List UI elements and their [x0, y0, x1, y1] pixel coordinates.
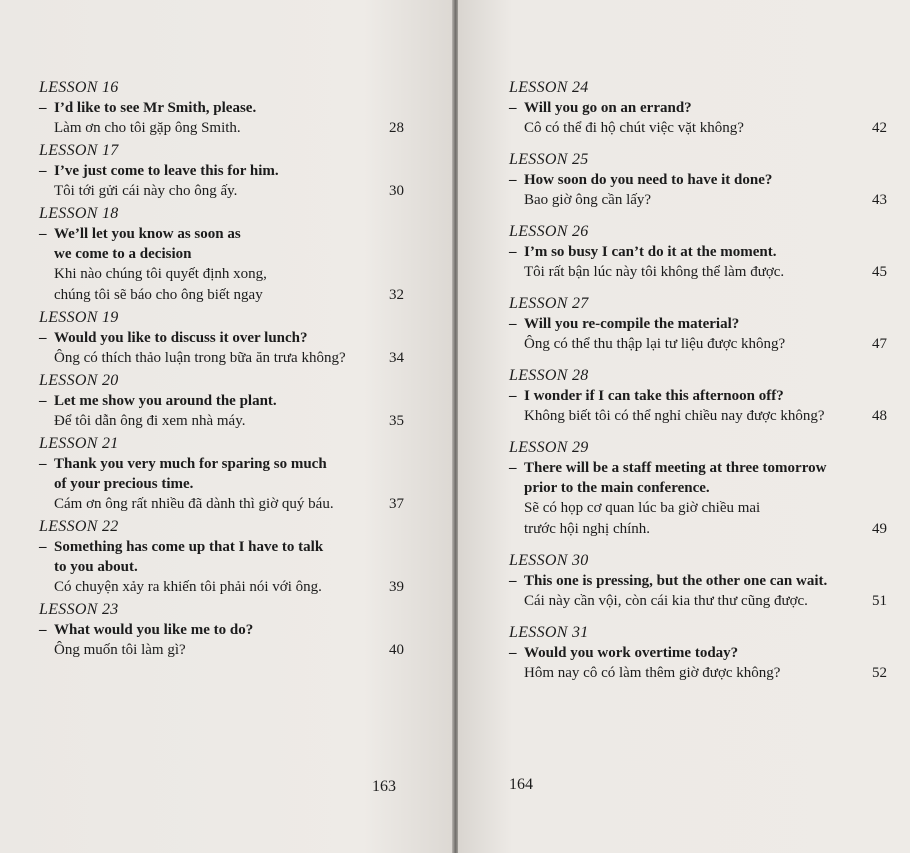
- vietnamese-translation: Hôm nay cô có làm thêm giờ được không?: [524, 665, 781, 681]
- lesson-entry: [39, 600, 404, 661]
- lesson-page-number: 34: [389, 350, 404, 366]
- lesson-entry: [509, 78, 887, 139]
- lesson-page-number: 40: [389, 642, 404, 658]
- lesson-title: LESSON 26: [509, 223, 589, 240]
- lesson-title: LESSON 20: [39, 372, 119, 389]
- translation-row: [39, 264, 404, 306]
- lesson-page-number: 35: [389, 413, 404, 429]
- english-sentence: [509, 643, 887, 663]
- dash-marker: –: [39, 163, 47, 179]
- english-sentence: [509, 571, 887, 591]
- lesson-title: LESSON 23: [39, 601, 119, 618]
- english-text: Would you work overtime today?: [524, 645, 739, 661]
- english-text: Would you like to discuss it over lunch?: [54, 330, 308, 346]
- lesson-title: LESSON 16: [39, 79, 119, 96]
- translation-row: [509, 406, 887, 427]
- vietnamese-translation: Có chuyện xảy ra khiến tôi phải nói với ông.: [54, 579, 322, 595]
- vietnamese-translation: Khi nào chúng tôi quyết định xong, chúng tôi sẽ báo cho ông biết ngay: [54, 266, 267, 303]
- english-text: Will you go on an errand?: [524, 100, 692, 116]
- lesson-title: LESSON 29: [509, 439, 589, 456]
- lesson-entry: [39, 204, 404, 306]
- lesson-page-number: 47: [872, 336, 887, 352]
- translation-row: [39, 181, 404, 202]
- translation-row: [509, 334, 887, 355]
- english-sentence: [509, 98, 887, 118]
- lesson-title: LESSON 25: [509, 151, 589, 168]
- vietnamese-translation: Cô có thể đi hộ chút việc vặt không?: [524, 120, 744, 136]
- translation-row: [509, 591, 887, 612]
- right-page: [458, 0, 910, 853]
- vietnamese-translation: Tôi rất bận lúc này tôi không thể làm được.: [524, 264, 785, 280]
- english-text: There will be a staff meeting at three tomorrow prior to the main conference.: [524, 460, 827, 496]
- english-text: I wonder if I can take this afternoon off?: [524, 388, 784, 404]
- dash-marker: –: [39, 456, 47, 472]
- english-sentence: [39, 224, 404, 264]
- english-sentence: [39, 161, 404, 181]
- dash-marker: –: [509, 573, 517, 589]
- translation-row: [509, 190, 887, 211]
- lesson-page-number: 42: [872, 120, 887, 136]
- vietnamese-translation: Bao giờ ông cần lấy?: [524, 192, 652, 208]
- dash-marker: –: [39, 100, 47, 116]
- translation-row: [39, 411, 404, 432]
- lesson-title: LESSON 31: [509, 624, 589, 641]
- lesson-page-number: 49: [872, 521, 887, 537]
- english-text: Thank you very much for sparing so much of your precious time.: [54, 456, 327, 492]
- lesson-page-number: 39: [389, 579, 404, 595]
- lesson-title: LESSON 22: [39, 518, 119, 535]
- lesson-title: LESSON 19: [39, 309, 119, 326]
- dash-marker: –: [509, 388, 517, 404]
- lesson-title: LESSON 17: [39, 142, 119, 159]
- lesson-title: LESSON 30: [509, 552, 589, 569]
- vietnamese-translation: Cám ơn ông rất nhiều đã dành thì giờ quý báu.: [54, 496, 334, 512]
- english-sentence: [509, 170, 887, 190]
- english-sentence: [509, 458, 887, 498]
- lesson-title: LESSON 18: [39, 205, 119, 222]
- english-text: How soon do you need to have it done?: [524, 172, 773, 188]
- translation-row: [39, 577, 404, 598]
- english-text: Will you re-compile the material?: [524, 316, 740, 332]
- lesson-page-number: 52: [872, 665, 887, 681]
- vietnamese-translation: Ông muốn tôi làm gì?: [54, 642, 186, 658]
- translation-row: [509, 118, 887, 139]
- vietnamese-translation: Làm ơn cho tôi gặp ông Smith.: [54, 120, 241, 136]
- page-number-right: 164: [509, 776, 533, 793]
- lesson-entry: [509, 294, 887, 355]
- lesson-entry: [509, 551, 887, 612]
- translation-row: [39, 118, 404, 139]
- lesson-list-left: [39, 78, 404, 663]
- dash-marker: –: [39, 330, 47, 346]
- lesson-title: LESSON 27: [509, 295, 589, 312]
- dash-marker: –: [509, 100, 517, 116]
- dash-marker: –: [39, 393, 47, 409]
- lesson-entry: [39, 517, 404, 598]
- lesson-page-number: 30: [389, 183, 404, 199]
- english-sentence: [39, 454, 404, 494]
- lesson-page-number: 48: [872, 408, 887, 424]
- vietnamese-translation: Tôi tới gửi cái này cho ông ấy.: [54, 183, 238, 199]
- lesson-entry: [39, 434, 404, 515]
- english-sentence: [39, 391, 404, 411]
- english-text: What would you like me to do?: [54, 622, 254, 638]
- english-sentence: [509, 314, 887, 334]
- translation-row: [509, 498, 887, 540]
- lesson-entry: [39, 308, 404, 369]
- vietnamese-translation: Cái này cần vội, còn cái kia thư thư cũng được.: [524, 593, 808, 609]
- lesson-page-number: 28: [389, 120, 404, 136]
- lesson-entry: [39, 141, 404, 202]
- lesson-title: LESSON 28: [509, 367, 589, 384]
- dash-marker: –: [39, 622, 47, 638]
- vietnamese-translation: Sẽ có họp cơ quan lúc ba giờ chiều mai trước hội nghị chính.: [524, 500, 761, 537]
- dash-marker: –: [39, 539, 47, 555]
- vietnamese-translation: Ông có thích thảo luận trong bữa ăn trưa không?: [54, 350, 346, 366]
- page-number-left: 163: [372, 778, 396, 795]
- lesson-entry: [509, 623, 887, 684]
- dash-marker: –: [39, 226, 47, 242]
- vietnamese-translation: Không biết tôi có thể nghỉ chiều nay được không?: [524, 408, 825, 424]
- english-sentence: [509, 242, 887, 262]
- english-text: I’m so busy I can’t do it at the moment.: [524, 244, 777, 260]
- translation-row: [39, 640, 404, 661]
- lesson-entry: [39, 371, 404, 432]
- lesson-entry: [509, 150, 887, 211]
- vietnamese-translation: Ông có thể thu thập lại tư liệu được không?: [524, 336, 786, 352]
- english-text: Let me show you around the plant.: [54, 393, 277, 409]
- dash-marker: –: [509, 645, 517, 661]
- english-text: We’ll let you know as soon as we come to a decision: [54, 226, 241, 262]
- lesson-entry: [509, 438, 887, 540]
- translation-row: [39, 494, 404, 515]
- english-text: This one is pressing, but the other one can wait.: [524, 573, 828, 589]
- lesson-page-number: 45: [872, 264, 887, 280]
- english-sentence: [509, 386, 887, 406]
- lesson-title: LESSON 21: [39, 435, 119, 452]
- english-text: I’d like to see Mr Smith, please.: [54, 100, 257, 116]
- english-text: Something has come up that I have to talk to you about.: [54, 539, 324, 575]
- english-sentence: [39, 98, 404, 118]
- lesson-entry: [509, 222, 887, 283]
- lesson-title: LESSON 24: [509, 79, 589, 96]
- translation-row: [39, 348, 404, 369]
- lesson-entry: [39, 78, 404, 139]
- lesson-list-right: [509, 78, 887, 695]
- translation-row: [509, 262, 887, 283]
- dash-marker: –: [509, 244, 517, 260]
- lesson-entry: [509, 366, 887, 427]
- lesson-page-number: 43: [872, 192, 887, 208]
- lesson-page-number: 37: [389, 496, 404, 512]
- english-text: I’ve just come to leave this for him.: [54, 163, 279, 179]
- dash-marker: –: [509, 460, 517, 476]
- lesson-page-number: 51: [872, 593, 887, 609]
- dash-marker: –: [509, 316, 517, 332]
- dash-marker: –: [509, 172, 517, 188]
- english-sentence: [39, 620, 404, 640]
- english-sentence: [39, 537, 404, 577]
- english-sentence: [39, 328, 404, 348]
- lesson-page-number: 32: [389, 287, 404, 303]
- vietnamese-translation: Để tôi dẫn ông đi xem nhà máy.: [54, 413, 246, 429]
- translation-row: [509, 663, 887, 684]
